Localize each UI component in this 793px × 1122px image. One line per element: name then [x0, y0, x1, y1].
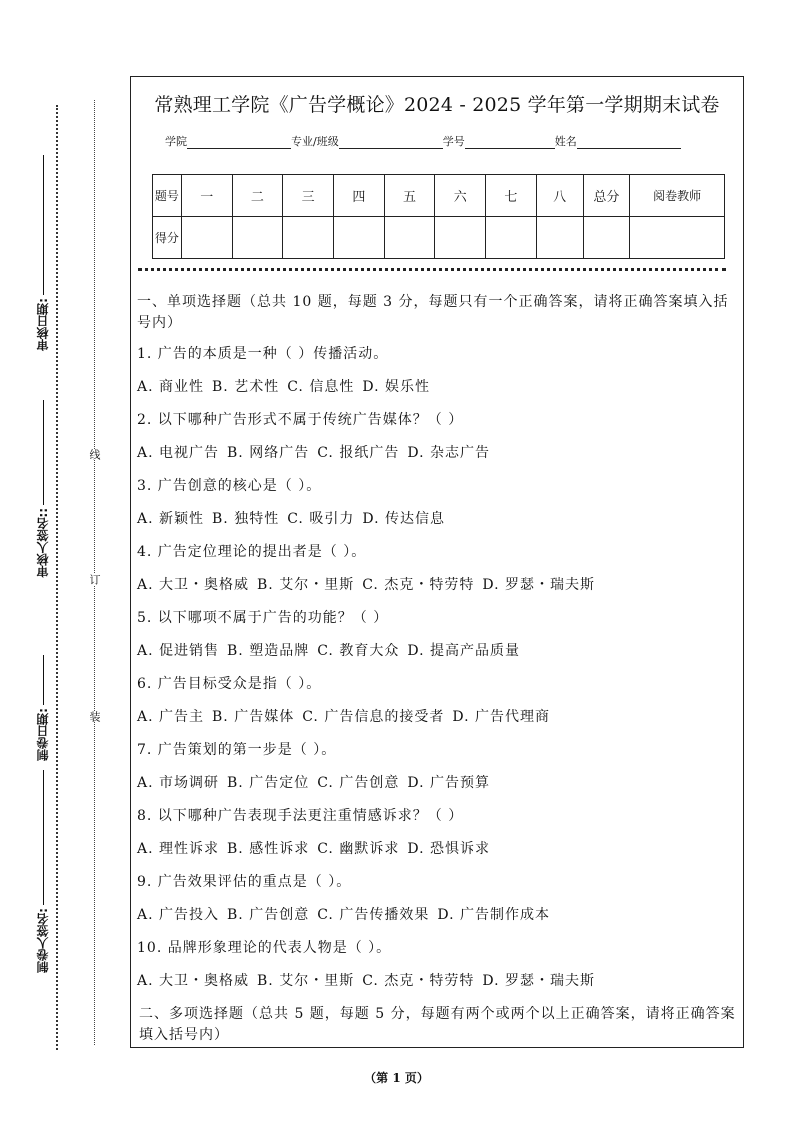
header-cell: 二 — [232, 175, 283, 217]
option-b[interactable]: B. 艾尔・里斯 — [257, 973, 355, 989]
question-text: 8. 以下哪种广告表现手法更注重情感诉求？（ ） — [137, 808, 464, 824]
header-cell: 四 — [333, 175, 384, 217]
name-label: 姓名 — [554, 135, 577, 148]
question-options — [137, 905, 737, 925]
score-cell[interactable] — [283, 217, 334, 259]
option-b[interactable]: B. 广告创意 — [227, 907, 310, 923]
header-cell: 七 — [486, 175, 537, 217]
score-cell-grader[interactable] — [630, 217, 725, 259]
question-options — [137, 641, 737, 661]
score-cell[interactable] — [536, 217, 583, 259]
header-cell-total: 总分 — [583, 175, 630, 217]
option-a[interactable]: A. 商业性 — [137, 379, 205, 395]
prep-date-line — [43, 655, 44, 705]
option-a[interactable]: A. 电视广告 — [137, 445, 220, 461]
option-c[interactable]: C. 信息性 — [287, 379, 355, 395]
exam-title: 常熟理工学院《广告学概论》2024 - 2025 学年第一学期期末试卷 — [154, 94, 720, 116]
option-d[interactable]: D. 罗瑟・瑞夫斯 — [482, 577, 595, 593]
option-c[interactable]: C. 广告信息的接受者 — [302, 709, 445, 725]
header-cell: 五 — [384, 175, 435, 217]
auditor-sign-line — [43, 400, 44, 505]
auditor-sign-label: 审核人签名:: — [36, 508, 50, 578]
question-text: 1. 广告的本质是一种（ ）传播活动。 — [137, 346, 389, 362]
option-d[interactable]: D. 广告代理商 — [452, 709, 550, 725]
major-class-field[interactable] — [339, 136, 443, 149]
section1-heading: 一、单项选择题（总共 10 题，每题 3 分，每题只有一个正确答案，请将正确答案填入括号内） — [137, 294, 729, 331]
header-cell-grader: 阅卷教师 — [630, 175, 725, 217]
question-text: 9. 广告效果评估的重点是（ ）。 — [137, 874, 352, 890]
option-d[interactable]: D. 传达信息 — [362, 511, 445, 527]
option-d[interactable]: D. 罗瑟・瑞夫斯 — [482, 973, 595, 989]
major-class-label: 专业/班级 — [291, 135, 339, 148]
option-d[interactable]: D. 提高产品质量 — [407, 643, 520, 659]
exam-content — [137, 292, 737, 1046]
option-c[interactable]: C. 教育大众 — [317, 643, 400, 659]
question-options — [137, 971, 737, 991]
student-info-row — [165, 133, 681, 149]
header-cell: 六 — [435, 175, 486, 217]
option-c[interactable]: C. 报纸广告 — [317, 445, 400, 461]
option-d[interactable]: D. 广告制作成本 — [437, 907, 550, 923]
option-a[interactable]: A. 广告主 — [137, 709, 205, 725]
page-number: （第 1 页） — [364, 1071, 429, 1085]
header-cell-label: 题号 — [153, 175, 182, 217]
binding-dotted-line — [56, 105, 58, 1050]
question-options — [137, 839, 737, 859]
score-cell[interactable] — [333, 217, 384, 259]
question-text: 10. 品牌形象理论的代表人物是（ ）。 — [137, 940, 392, 956]
question-text: 2. 以下哪种广告形式不属于传统广告媒体？（ ） — [137, 412, 464, 428]
student-id-field[interactable] — [465, 136, 555, 149]
option-c[interactable]: C. 杰克・特劳特 — [362, 973, 475, 989]
question-text: 6. 广告目标受众是指（ ）。 — [137, 676, 322, 692]
option-a[interactable]: A. 大卫・奥格威 — [137, 577, 250, 593]
option-b[interactable]: B. 感性诉求 — [227, 841, 310, 857]
option-b[interactable]: B. 独特性 — [212, 511, 280, 527]
question-options — [137, 377, 737, 397]
college-label: 学院 — [165, 135, 187, 148]
question-options — [137, 773, 737, 793]
header-cell: 三 — [283, 175, 334, 217]
score-table — [152, 174, 725, 259]
question-options — [137, 707, 737, 727]
question-text: 3. 广告创意的核心是（ ）。 — [137, 478, 322, 494]
option-d[interactable]: D. 杂志广告 — [407, 445, 490, 461]
score-cell[interactable] — [435, 217, 486, 259]
question-text: 5. 以下哪项不属于广告的功能？（ ） — [137, 610, 389, 626]
option-a[interactable]: A. 广告投入 — [137, 907, 220, 923]
option-d[interactable]: D. 恐惧诉求 — [407, 841, 490, 857]
option-d[interactable]: D. 广告预算 — [407, 775, 490, 791]
question-options — [137, 575, 737, 595]
option-a[interactable]: A. 市场调研 — [137, 775, 220, 791]
option-a[interactable]: A. 新颖性 — [137, 511, 205, 527]
score-cell[interactable] — [486, 217, 537, 259]
cut-dotted-line — [94, 100, 95, 1045]
score-cell[interactable] — [232, 217, 283, 259]
option-c[interactable]: C. 广告传播效果 — [317, 907, 430, 923]
name-field[interactable] — [577, 136, 681, 149]
question-text: 7. 广告策划的第一步是（ ）。 — [137, 742, 337, 758]
option-b[interactable]: B. 塑造品牌 — [227, 643, 310, 659]
question-list — [137, 344, 737, 991]
prep-sign-line — [43, 770, 44, 905]
option-c[interactable]: C. 吸引力 — [287, 511, 355, 527]
option-a[interactable]: A. 理性诉求 — [137, 841, 220, 857]
cut-label-fold: 装 — [88, 711, 101, 722]
option-b[interactable]: B. 网络广告 — [227, 445, 310, 461]
section-separator — [138, 268, 726, 271]
option-b[interactable]: B. 广告媒体 — [212, 709, 295, 725]
option-a[interactable]: A. 促进销售 — [137, 643, 220, 659]
option-b[interactable]: B. 广告定位 — [227, 775, 310, 791]
audit-date-line — [43, 155, 44, 295]
score-row-label: 得分 — [153, 217, 182, 259]
cut-label-line: 线 — [88, 449, 101, 460]
exam-frame — [130, 76, 744, 1048]
prep-date-label: 制卷日期: — [36, 708, 50, 761]
cut-label-bind: 订 — [88, 574, 101, 585]
question-options — [137, 509, 737, 529]
option-b[interactable]: B. 艾尔・里斯 — [257, 577, 355, 593]
option-c[interactable]: C. 广告创意 — [317, 775, 400, 791]
score-table-score-row — [153, 217, 725, 259]
score-cell-total[interactable] — [583, 217, 630, 259]
header-cell: 八 — [536, 175, 583, 217]
prep-sign-label: 制卷人签名: — [36, 908, 50, 973]
option-d[interactable]: D. 娱乐性 — [362, 379, 430, 395]
option-a[interactable]: A. 大卫・奥格威 — [137, 973, 250, 989]
question-text: 4. 广告定位理论的提出者是（ ）。 — [137, 544, 367, 560]
option-c[interactable]: C. 幽默诉求 — [317, 841, 400, 857]
option-b[interactable]: B. 艺术性 — [212, 379, 280, 395]
score-cell[interactable] — [384, 217, 435, 259]
option-c[interactable]: C. 杰克・特劳特 — [362, 577, 475, 593]
score-cell[interactable] — [181, 217, 232, 259]
score-table-header-row — [153, 175, 725, 217]
section2-heading: 二、多项选择题（总共 5 题，每题 5 分，每题有两个或两个以上正确答案，请将正确答案填入括号内） — [139, 1006, 736, 1043]
question-options — [137, 443, 737, 463]
header-cell: 一 — [181, 175, 232, 217]
student-id-label: 学号 — [442, 135, 465, 148]
audit-date-label: 审核日期: — [36, 298, 50, 351]
college-field[interactable] — [187, 136, 291, 149]
